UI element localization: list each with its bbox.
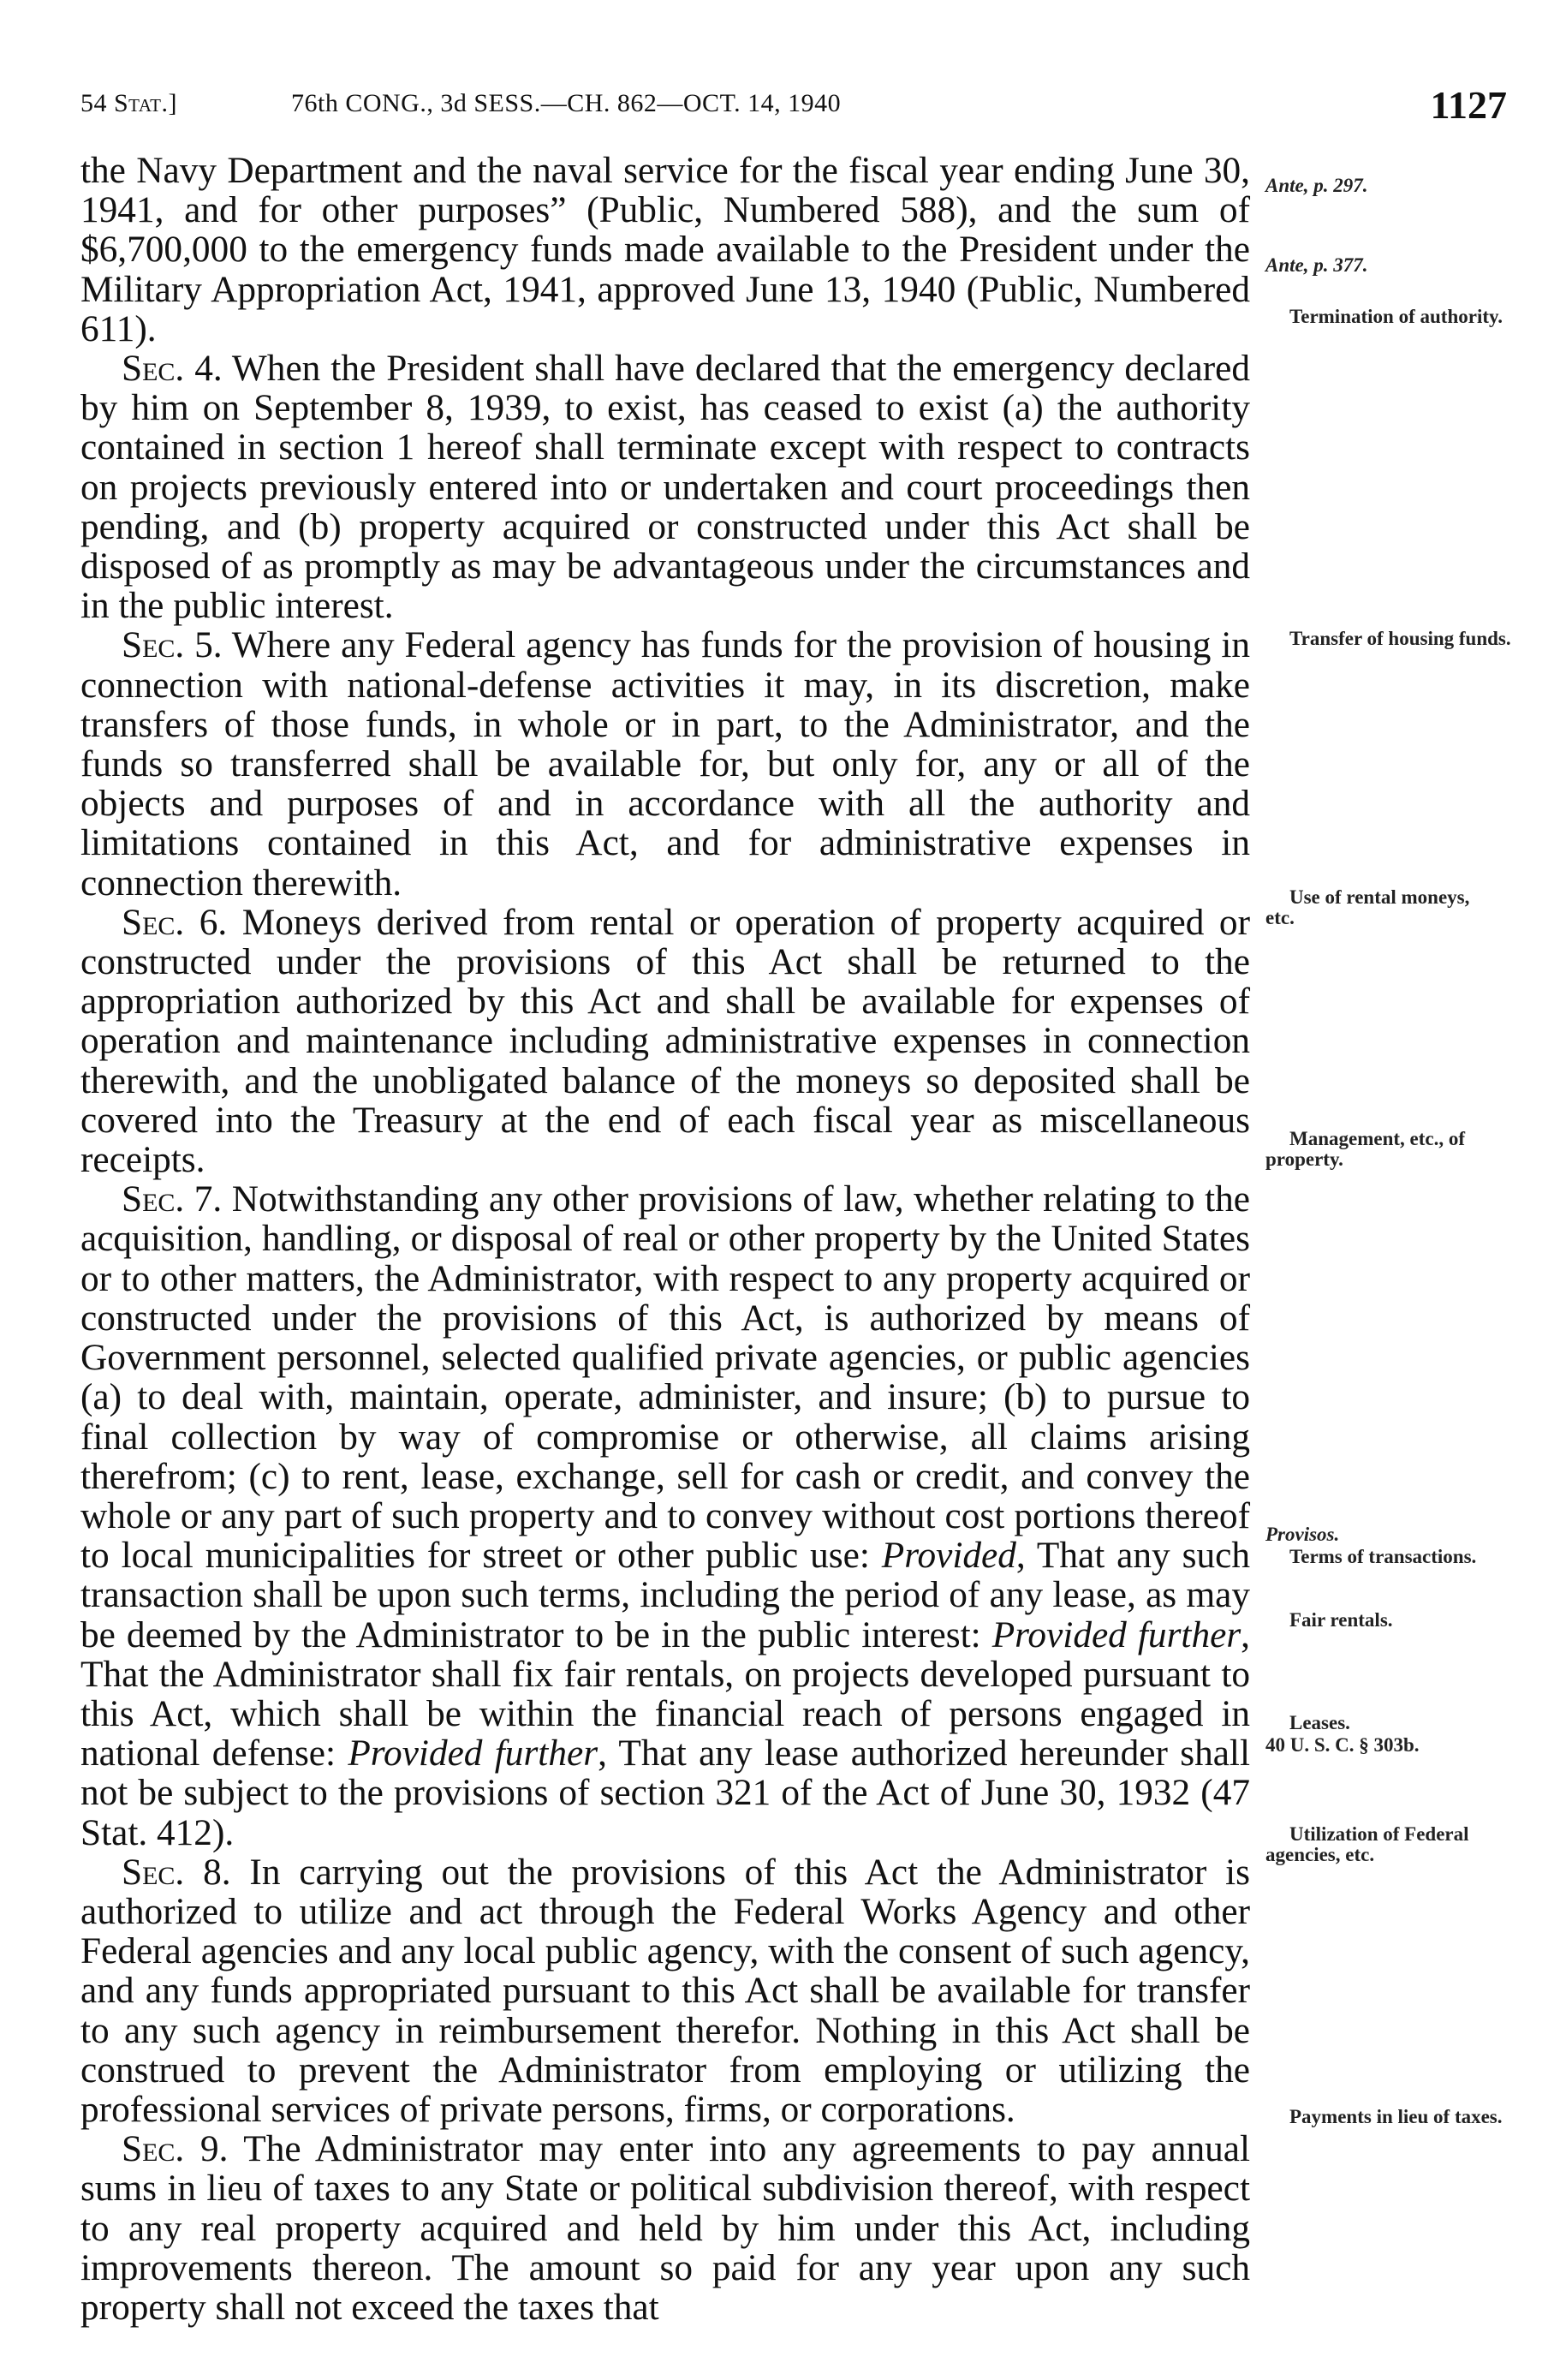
margin-note-terms: Terms of transactions. bbox=[1289, 1546, 1477, 1567]
section-label: Sec. 6. bbox=[122, 901, 228, 943]
margin-note-ante-297: Ante, p. 297. bbox=[1265, 175, 1368, 196]
page-header bbox=[80, 82, 1507, 134]
session-chapter-date: 76th CONG., 3d SESS.—CH. 862—OCT. 14, 1940 bbox=[291, 89, 842, 117]
margin-note-usc: 40 U. S. C. § 303b. bbox=[1265, 1734, 1420, 1756]
margin-note-termination: Termination of authority. bbox=[1289, 306, 1503, 327]
section-8: Sec. 8. In carrying out the provisions of this Act the Administrator is authorized to utilize and act through the Federal Works Agency and other Federal agencies and any local public agency, with the consent of such agency, and any funds appropriated pursuant to this Act shall be available for transfer to any such agency in reimbursement therefor. Nothing in this Act shall be construed to prevent the Administrator from employing or utilizing the professional services of private persons, firms, or corporations. bbox=[80, 1851, 1250, 2130]
section-label: Sec. 7. bbox=[122, 1178, 223, 1220]
page-number: 1127 bbox=[1430, 83, 1507, 127]
section-7: Sec. 7. Notwithstanding any other provisions of law, whether relating to the acquisition, handling, or disposal of real or other property by the United States or to other matters, the Administrator, with respect to any property acquired or constructed under the provisions of this Act, is authorized by means of Government personnel, selected qualified private agencies, or public agencies (a) to deal with, maintain, operate, administer, and insure; (b) to pursue to final collection by way of compromise or otherwise, all claims arising therefrom; (c) to rent, lease, exchange, sell for cash or credit, and convey the whole or any part of such property and to convey without cost portions thereof to local municipalities for street or other public use: Provided, That any such transaction shall be upon such terms, including the period of any lease, as may be deemed by the Administrator to be in the public interest: Provided further, That the Administrator shall fix fair rentals, on projects developed pursuant to this Act, which shall be within the financial reach of persons engaged in national defense: Provided further, That any lease authorized hereunder shall not be subject to the provisions of section 321 of the Act of June 30, 1932 (47 Stat. 412). bbox=[80, 1178, 1250, 1853]
section-label: Sec. 5. bbox=[122, 624, 223, 666]
margin-note-fair-rentals: Fair rentals. bbox=[1289, 1609, 1393, 1631]
statute-body bbox=[80, 151, 1250, 2327]
section-label: Sec. 4. bbox=[122, 348, 223, 390]
margin-note-provisos: Provisos. bbox=[1265, 1524, 1340, 1545]
margin-note-rental: Use of rental moneys, etc. bbox=[1265, 886, 1470, 928]
section-label: Sec. 8. bbox=[122, 1851, 231, 1893]
margin-note-ante-377: Ante, p. 377. bbox=[1265, 254, 1368, 276]
margin-note-transfer: Transfer of housing funds. bbox=[1289, 628, 1511, 649]
section-5: Sec. 5. Where any Federal agency has funds for the provision of housing in connection with national-defense activities it may, in its discretion, make transfers of those funds, in whole or in part, to the Administrator, and the funds so transferred shall be available for, but only for, any or all of the objects and purposes of and in accordance with all the authority and limitations contained in this Act, and for administrative expenses in connection therewith. bbox=[80, 624, 1250, 904]
margin-note-management: Management, etc., of property. bbox=[1265, 1128, 1466, 1170]
margin-note-leases: Leases. bbox=[1289, 1712, 1350, 1733]
section-label: Sec. 9. bbox=[122, 2128, 229, 2170]
statute-volume: 54 Stat.] bbox=[80, 89, 177, 117]
section-4: Sec. 4. When the President shall have declared that the emergency declared by him on September 8, 1939, to exist, has ceased to exist (a) the authority contained in section 1 hereof shall terminate except with respect to contracts on projects previously entered into or undertaken and court proceedings then pending, and (b) property acquired or constructed under this Act shall be disposed of as promptly as may be advantageous under the circumstances and in the public interest. bbox=[80, 348, 1250, 627]
proviso-term: Provided bbox=[881, 1535, 1016, 1577]
margin-note-utilization: Utilization of Federal agencies, etc. bbox=[1265, 1823, 1469, 1865]
section-6: Sec. 6. Moneys derived from rental or operation of property acquired or constructed under the provisions of this Act shall be returned to the appropriation authorized by this Act and shall be available for expenses of operation and maintenance including administrative expenses in connection therewith, and the unobligated balance of the moneys so deposited shall be covered into the Treasury at the end of each fiscal year as miscellaneous receipts. bbox=[80, 901, 1250, 1181]
proviso-term: Provided further bbox=[991, 1614, 1241, 1655]
margin-note-payments: Payments in lieu of taxes. bbox=[1289, 2106, 1503, 2127]
proviso-term: Provided further bbox=[348, 1733, 598, 1775]
paragraph-continuation: the Navy Department and the naval service for the fiscal year ending June 30, 1941, and for other purposes” (Public, Numbered 588), and the sum of $6,700,000 to the emergency funds made available to the President under the Military Appropriation Act, 1941, approved June 13, 1940 (Public, Numbered 611). bbox=[80, 150, 1250, 349]
section-9: Sec. 9. The Administrator may enter into any agreements to pay annual sums in lieu of taxes to any State or political subdivision thereof, with respect to any real property acquired and held by him under this Act, including improvements thereon. The amount so paid for any year upon any such property shall not exceed the taxes that bbox=[80, 2128, 1250, 2328]
